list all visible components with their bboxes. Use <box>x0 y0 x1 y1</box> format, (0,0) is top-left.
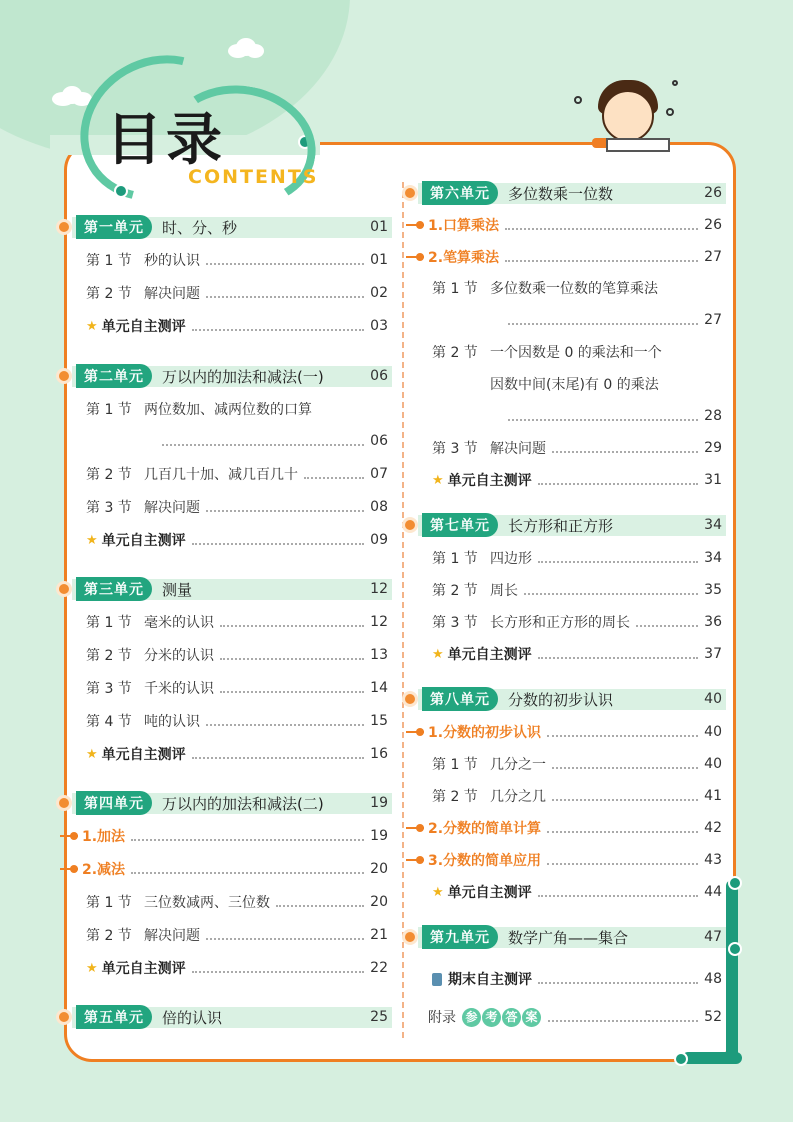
section-number: 第 2 节 <box>432 345 478 361</box>
badge-char: 考 <box>482 1008 501 1027</box>
leader-dots <box>538 553 698 563</box>
page-number: 41 <box>704 788 722 804</box>
part-title: 1.加法 <box>82 829 126 845</box>
page-number: 01 <box>370 219 388 235</box>
page-number: 20 <box>370 894 388 910</box>
accent-dot <box>114 184 128 198</box>
toc-entry[interactable] <box>64 496 392 518</box>
section-title: 解决问题 <box>144 286 200 302</box>
page-number: 26 <box>704 217 722 233</box>
leader-dots <box>636 617 698 627</box>
unit-title: 分数的初步认识 <box>508 690 614 709</box>
toc-entry[interactable] <box>410 277 726 299</box>
page-number: 08 <box>370 499 388 515</box>
leader-dots <box>276 897 364 907</box>
page-number: 12 <box>370 614 388 630</box>
unit-title: 长方形和正方形 <box>508 516 614 535</box>
part-title: 1.口算乘法 <box>428 218 500 234</box>
leader-dots <box>552 443 698 453</box>
page-number: 26 <box>704 185 722 201</box>
unit-heading[interactable] <box>64 216 392 238</box>
star-icon: ★ <box>86 746 98 762</box>
bullet-line-icon <box>60 835 78 837</box>
page-number: 52 <box>704 1009 722 1025</box>
page-number: 22 <box>370 960 388 976</box>
leader-dots <box>131 831 364 841</box>
leader-dots <box>192 963 365 973</box>
leader-dots <box>192 535 365 545</box>
section-number: 第 1 节 <box>86 253 132 269</box>
toc-entry[interactable] <box>64 463 392 485</box>
toc-entry[interactable] <box>410 849 726 871</box>
page-number: 06 <box>370 433 388 449</box>
bullet-line-icon <box>406 827 424 829</box>
page-number: 07 <box>370 466 388 482</box>
section-title: 几分之一 <box>490 757 546 773</box>
section-number: 第 2 节 <box>432 583 478 599</box>
bullet-icon <box>56 1009 72 1025</box>
test-title: 单元自主测评 <box>101 319 186 335</box>
page-number: 20 <box>370 861 388 877</box>
leader-dots <box>220 617 364 627</box>
section-number: 第 1 节 <box>86 402 132 418</box>
toc-entry[interactable] <box>64 825 392 847</box>
toc-entry[interactable] <box>64 398 392 420</box>
leader-dots <box>206 255 364 265</box>
section-number: 第 1 节 <box>432 551 478 567</box>
page-number: 25 <box>370 1009 388 1025</box>
section-title: 三位数减两、三位数 <box>144 895 270 911</box>
section-number: 第 1 节 <box>432 281 478 297</box>
book-icon <box>432 973 442 986</box>
title-block <box>78 58 328 198</box>
section-number: 第 4 节 <box>86 714 132 730</box>
section-number: 第 3 节 <box>86 681 132 697</box>
toc-entry[interactable] <box>64 858 392 880</box>
answer-badge <box>462 1008 542 1027</box>
toc-entry[interactable] <box>64 891 392 913</box>
unit-heading[interactable] <box>410 926 726 948</box>
star-icon: ★ <box>432 884 444 900</box>
section-title: 解决问题 <box>144 500 200 516</box>
page-number: 03 <box>370 318 388 334</box>
bullet-icon <box>402 929 418 945</box>
toc-entry[interactable] <box>410 373 726 395</box>
leader-dots <box>206 716 364 726</box>
section-title: 吨的认识 <box>144 714 200 730</box>
test-title: 期末自主测评 <box>448 972 532 988</box>
star-icon: ★ <box>432 646 444 662</box>
test-title: 单元自主测评 <box>447 473 532 489</box>
appendix-title: 附录 <box>428 1010 456 1026</box>
unit-label: 第七单元 <box>422 513 498 537</box>
leader-dots <box>538 475 699 485</box>
page-number: 21 <box>370 927 388 943</box>
leader-dots <box>547 855 698 865</box>
leader-dots <box>505 252 698 262</box>
unit-title: 时、分、秒 <box>162 218 238 237</box>
badge-char: 答 <box>502 1008 521 1027</box>
leader-dots <box>508 411 698 421</box>
section-title: 千米的认识 <box>144 681 214 697</box>
leader-dots <box>220 650 364 660</box>
unit-label: 第六单元 <box>422 181 498 205</box>
page-number: 16 <box>370 746 388 762</box>
toc-entry[interactable] <box>410 1006 726 1028</box>
unit-label: 第九单元 <box>422 925 498 949</box>
column-divider <box>402 182 404 1038</box>
part-title: 2.分数的简单计算 <box>428 821 542 837</box>
boy-reading-illustration <box>588 70 678 160</box>
leader-dots <box>206 502 364 512</box>
bullet-line-icon <box>406 859 424 861</box>
accent-dot <box>728 942 742 956</box>
unit-title: 多位数乘一位数 <box>508 184 614 203</box>
page-number: 48 <box>704 971 722 987</box>
frame-accent <box>682 1052 742 1064</box>
toc-entry[interactable] <box>410 469 726 491</box>
page-number: 14 <box>370 680 388 696</box>
unit-label: 第八单元 <box>422 687 498 711</box>
section-number: 第 2 节 <box>86 928 132 944</box>
page-number: 09 <box>370 532 388 548</box>
toc-entry[interactable] <box>64 430 392 452</box>
test-title: 单元自主测评 <box>447 885 532 901</box>
page-number: 37 <box>704 646 722 662</box>
test-title: 单元自主测评 <box>101 533 186 549</box>
toc-entry[interactable] <box>64 743 392 765</box>
page-number: 43 <box>704 852 722 868</box>
page-number: 44 <box>704 884 722 900</box>
page-number: 13 <box>370 647 388 663</box>
section-number: 第 1 节 <box>86 895 132 911</box>
leader-dots <box>192 321 365 331</box>
bullet-line-icon <box>406 256 424 258</box>
section-number: 第 1 节 <box>86 615 132 631</box>
unit-heading[interactable] <box>410 514 726 536</box>
toc-entry[interactable] <box>410 643 726 665</box>
section-title: 多位数乘一位数的笔算乘法 <box>490 281 658 297</box>
page-number: 27 <box>704 312 722 328</box>
leader-dots <box>538 887 699 897</box>
toc-entry[interactable] <box>410 785 726 807</box>
page-number: 40 <box>704 756 722 772</box>
unit-label: 第四单元 <box>76 791 152 815</box>
accent-dot <box>674 1052 688 1066</box>
leader-dots <box>192 749 365 759</box>
toc-entry[interactable] <box>410 246 726 268</box>
page-number: 12 <box>370 581 388 597</box>
section-title: 分米的认识 <box>144 648 214 664</box>
unit-heading[interactable] <box>64 365 392 387</box>
section-title: 因数中间(末尾)有 0 的乘法 <box>490 377 659 393</box>
page-number: 34 <box>704 550 722 566</box>
page-number: 28 <box>704 408 722 424</box>
toc-entry[interactable] <box>64 611 392 633</box>
toc-entry[interactable] <box>410 817 726 839</box>
leader-dots <box>552 791 698 801</box>
section-title: 秒的认识 <box>144 253 200 269</box>
star-icon: ★ <box>86 318 98 334</box>
unit-label: 第二单元 <box>76 364 152 388</box>
page-number: 47 <box>704 929 722 945</box>
page-title: 目录 <box>106 108 226 173</box>
cloud-icon <box>228 38 264 58</box>
leader-dots <box>505 220 698 230</box>
bullet-icon <box>56 219 72 235</box>
page-number: 19 <box>370 795 388 811</box>
page-number: 01 <box>370 252 388 268</box>
badge-char: 参 <box>462 1008 481 1027</box>
toc-entry[interactable] <box>410 309 726 331</box>
page-number: 40 <box>704 724 722 740</box>
section-number: 第 2 节 <box>432 789 478 805</box>
unit-label: 第三单元 <box>76 577 152 601</box>
unit-title: 万以内的加法和减法(二) <box>162 794 324 813</box>
leader-dots <box>206 288 364 298</box>
toc-entry[interactable] <box>410 405 726 427</box>
part-title: 1.分数的初步认识 <box>428 725 542 741</box>
toc-entry[interactable] <box>64 924 392 946</box>
unit-label: 第一单元 <box>76 215 152 239</box>
page-number: 29 <box>704 440 722 456</box>
section-number: 第 3 节 <box>432 441 478 457</box>
page-number: 27 <box>704 249 722 265</box>
test-title: 单元自主测评 <box>447 647 532 663</box>
bullet-icon <box>402 517 418 533</box>
unit-title: 数学广角——集合 <box>508 928 629 947</box>
toc-entry[interactable] <box>410 214 726 236</box>
leader-dots <box>220 683 364 693</box>
section-title: 周长 <box>490 583 518 599</box>
leader-dots <box>547 727 698 737</box>
leader-dots <box>524 585 698 595</box>
section-number: 第 2 节 <box>86 648 132 664</box>
toc-entry[interactable] <box>64 710 392 732</box>
page-number: 31 <box>704 472 722 488</box>
page-subtitle: CONTENTS <box>188 166 319 188</box>
section-title: 几分之几 <box>490 789 546 805</box>
toc-entry[interactable] <box>410 753 726 775</box>
toc-entry[interactable] <box>64 644 392 666</box>
page-number: 34 <box>704 517 722 533</box>
unit-title: 测量 <box>162 580 193 599</box>
section-title: 四边形 <box>490 551 532 567</box>
page-number: 06 <box>370 368 388 384</box>
section-title: 几百几十加、减几百几十 <box>144 467 298 483</box>
leader-dots <box>548 1012 698 1022</box>
page-number: 42 <box>704 820 722 836</box>
bullet-icon <box>56 795 72 811</box>
unit-label: 第五单元 <box>76 1005 152 1029</box>
leader-dots <box>304 469 364 479</box>
section-title: 解决问题 <box>490 441 546 457</box>
toc-entry[interactable] <box>410 437 726 459</box>
leader-dots <box>508 315 698 325</box>
unit-title: 万以内的加法和减法(一) <box>162 367 324 386</box>
page-number: 35 <box>704 582 722 598</box>
page-number: 02 <box>370 285 388 301</box>
test-title: 单元自主测评 <box>101 747 186 763</box>
section-title: 解决问题 <box>144 928 200 944</box>
star-icon: ★ <box>86 532 98 548</box>
toc-entry[interactable] <box>64 529 392 551</box>
toc-entry[interactable] <box>410 968 726 990</box>
section-title: 两位数加、减两位数的口算 <box>144 402 312 418</box>
leader-dots <box>547 823 698 833</box>
page-number: 15 <box>370 713 388 729</box>
leader-dots <box>131 864 364 874</box>
toc-entry[interactable] <box>410 881 726 903</box>
bullet-icon <box>402 691 418 707</box>
page-number: 36 <box>704 614 722 630</box>
frame-accent <box>726 880 738 1060</box>
badge-char: 案 <box>522 1008 541 1027</box>
section-title: 一个因数是 0 的乘法和一个 <box>490 345 662 361</box>
section-number: 第 3 节 <box>86 500 132 516</box>
unit-heading[interactable] <box>64 792 392 814</box>
part-title: 2.减法 <box>82 862 126 878</box>
section-number: 第 3 节 <box>432 615 478 631</box>
bullet-line-icon <box>406 224 424 226</box>
unit-title: 倍的认识 <box>162 1008 223 1027</box>
unit-heading[interactable] <box>410 182 726 204</box>
bullet-line-icon <box>60 868 78 870</box>
part-title: 2.笔算乘法 <box>428 250 500 266</box>
leader-dots <box>206 930 364 940</box>
star-icon: ★ <box>432 472 444 488</box>
toc-entry[interactable] <box>410 547 726 569</box>
page-number: 40 <box>704 691 722 707</box>
unit-heading[interactable] <box>64 578 392 600</box>
bullet-icon <box>56 581 72 597</box>
unit-heading[interactable] <box>410 688 726 710</box>
test-title: 单元自主测评 <box>101 961 186 977</box>
section-title: 长方形和正方形的周长 <box>490 615 630 631</box>
toc-entry[interactable] <box>64 677 392 699</box>
page-number: 19 <box>370 828 388 844</box>
bullet-icon <box>56 368 72 384</box>
section-number: 第 2 节 <box>86 467 132 483</box>
bullet-icon <box>402 185 418 201</box>
part-title: 3.分数的简单应用 <box>428 853 542 869</box>
toc-entry[interactable] <box>64 315 392 337</box>
toc-entry[interactable] <box>410 611 726 633</box>
toc-entry[interactable] <box>64 249 392 271</box>
section-number: 第 1 节 <box>432 757 478 773</box>
toc-entry[interactable] <box>410 721 726 743</box>
toc-entry[interactable] <box>410 341 726 363</box>
leader-dots <box>162 436 364 446</box>
unit-heading[interactable] <box>64 1006 392 1028</box>
leader-dots <box>538 974 698 984</box>
toc-entry[interactable] <box>410 579 726 601</box>
section-title: 毫米的认识 <box>144 615 214 631</box>
bullet-line-icon <box>406 731 424 733</box>
section-number: 第 2 节 <box>86 286 132 302</box>
toc-entry[interactable] <box>64 957 392 979</box>
toc-entry[interactable] <box>64 282 392 304</box>
star-icon: ★ <box>86 960 98 976</box>
accent-dot <box>728 876 742 890</box>
leader-dots <box>552 759 698 769</box>
leader-dots <box>538 649 699 659</box>
